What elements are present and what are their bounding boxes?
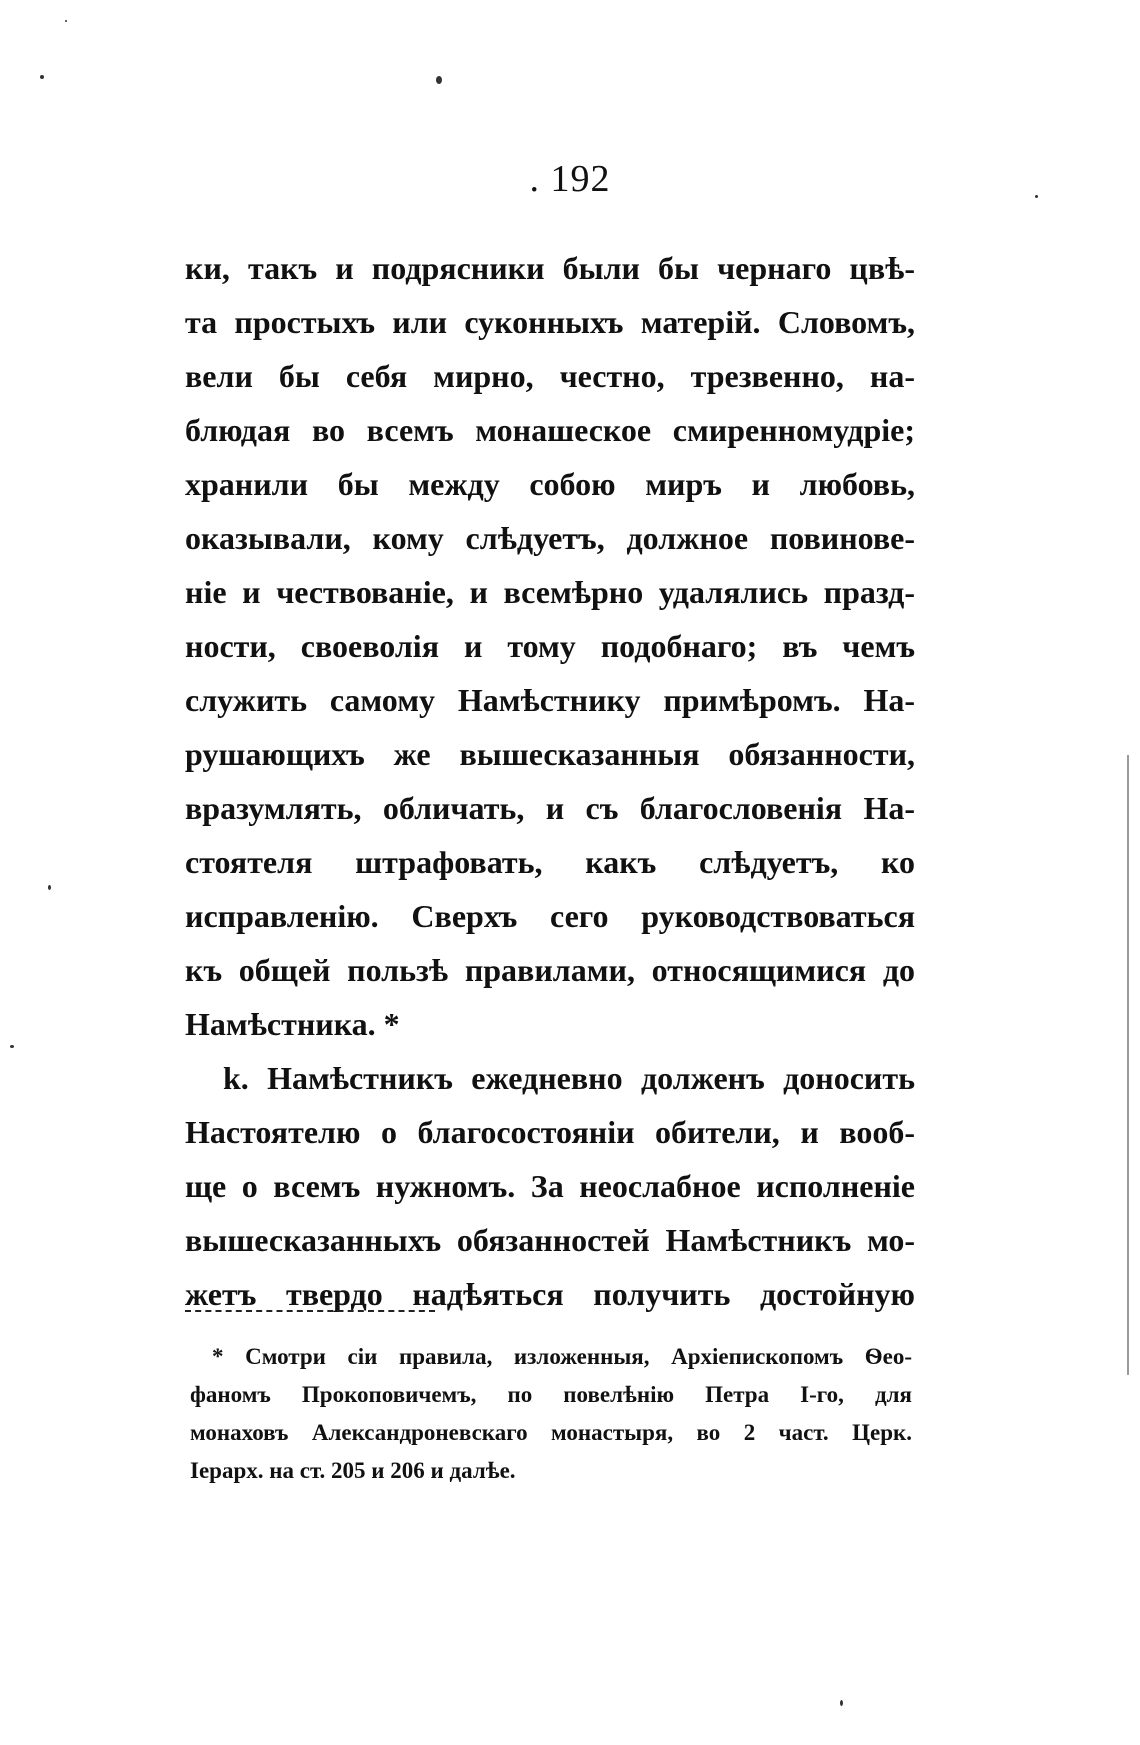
text-line: къ общей пользѣ правилами, относящимися до — [185, 952, 915, 988]
footnote-block — [190, 1338, 912, 1490]
text-line: k. Намѣстникъ ежедневно долженъ доносить — [223, 1060, 915, 1096]
text-line: блюдая во всемъ монашеское смиренномудріе; — [185, 412, 915, 448]
text-line: ки, такъ и подрясники были бы чернаго цвѣ- — [185, 250, 915, 286]
scan-speck — [436, 76, 442, 84]
text-line: вышесказанныхъ обязанностей Намѣстникъ мо- — [185, 1222, 915, 1258]
scan-speck — [40, 75, 44, 79]
text-line: жетъ твердо надѣяться получить достойную — [185, 1276, 915, 1312]
footnote-divider — [185, 1310, 435, 1312]
text-line: рушающихъ же вышесказанныя обязанности, — [185, 736, 915, 772]
scan-edge-line — [1127, 755, 1129, 1375]
scan-speck — [10, 1045, 14, 1048]
text-line: ности, своеволія и тому подобнаго; въ чемъ — [185, 628, 915, 664]
footnote-line: Іерарх. на ст. 205 и 206 и далѣе. — [190, 1458, 516, 1483]
text-line: хранили бы между собою миръ и любовь, — [185, 466, 915, 502]
text-line: служить самому Намѣстнику примѣромъ. На- — [185, 682, 915, 718]
text-line: вели бы себя мирно, честно, трезвенно, на- — [185, 358, 915, 394]
footnote-line: * Смотри сіи правила, изложенныя, Архіепископомъ Ѳео- — [212, 1344, 912, 1369]
footnote-line: фаномъ Прокоповичемъ, по повелѣнію Петра I-го, для — [190, 1382, 912, 1407]
scan-speck — [840, 1700, 843, 1706]
scan-speck — [65, 20, 67, 22]
text-line: та простыхъ или суконныхъ матерій. Словомъ, — [185, 304, 915, 340]
text-line: оказывали, кому слѣдуетъ, должное повинове- — [185, 520, 915, 556]
text-line: вразумлять, обличать, и съ благословенія На- — [185, 790, 915, 826]
page-number: . 192 — [529, 158, 611, 200]
text-line: стоятеля штрафовать, какъ слѣдуетъ, ко — [185, 844, 915, 880]
scan-speck — [1035, 195, 1038, 198]
text-line: Намѣстника. * — [185, 1006, 400, 1042]
main-text-block — [185, 241, 915, 1321]
footnote-line: монаховъ Александроневскаго монастыря, во 2 част. Церк. — [190, 1420, 912, 1445]
scan-speck — [48, 885, 51, 890]
text-line: исправленію. Сверхъ сего руководствоваться — [185, 898, 915, 934]
text-line: ще о всемъ нужномъ. За неослабное исполненіе — [185, 1168, 915, 1204]
text-line: ніе и чествованіе, и всемѣрно удалялись празд- — [185, 574, 915, 610]
text-line: Настоятелю о благосостояніи обители, и вооб- — [185, 1114, 915, 1150]
